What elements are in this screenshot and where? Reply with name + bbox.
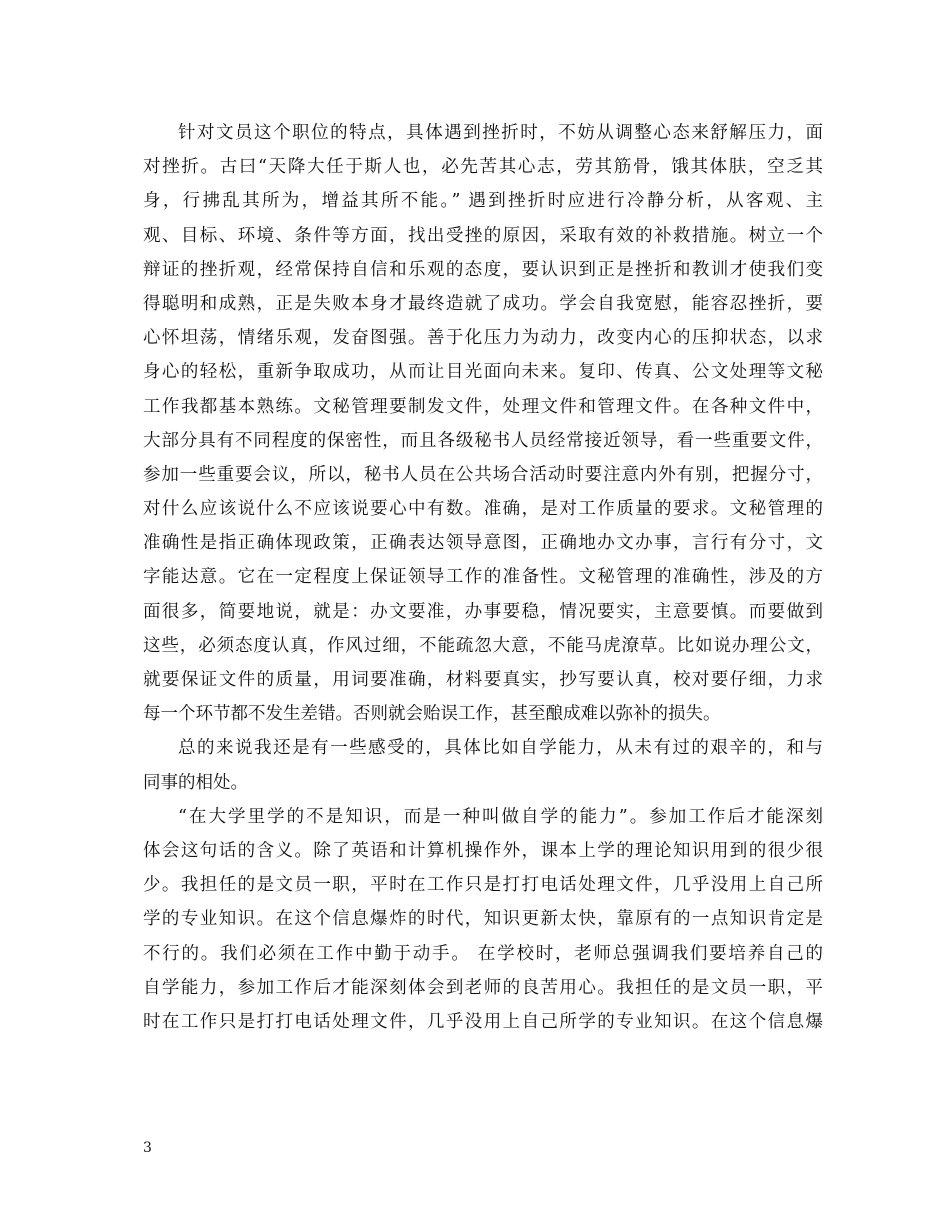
text-line: 少。我担任的是文员一职，平时在工作只是打打电话处理文件，几乎没用上自己所 — [143, 875, 823, 896]
text-line: 对什么应该说什么不应该说要心中有数。准确，是对工作质量的要求。文秘管理的 — [143, 499, 823, 520]
text-line: 总的来说我还是有一些感受的，具体比如自学能力，从未有过的艰辛的，和与 — [178, 738, 823, 759]
text-line: 准确性是指正确体现政策，正确表达领导意图，正确地办文办事，言行有分寸，文 — [143, 533, 823, 554]
text-line: 学的专业知识。在这个信息爆炸的时代，知识更新太快，靠原有的一点知识肯定是 — [143, 909, 823, 930]
text-line: 同事的相处。 — [143, 772, 248, 793]
text-line: 身心的轻松，重新争取成功，从而让目光面向未来。复印、传真、公文处理等文秘 — [143, 362, 823, 383]
text-line: 字能达意。它在一定程度上保证领导工作的准备性。文秘管理的准确性，涉及的方 — [143, 567, 823, 588]
text-line: 身，行拂乱其所为，增益其所不能。” 遇到挫折时应进行冷静分析，从客观、主 — [143, 191, 823, 212]
text-line: 每一个环节都不发生差错。否则就会贻误工作，甚至酿成难以弥补的损失。 — [143, 704, 721, 725]
text-line: 参加一些重要会议，所以，秘书人员在公共场合活动时要注意内外有别，把握分寸， — [143, 464, 823, 485]
text-line: 对挫折。古曰“天降大任于斯人也，必先苦其心志，劳其筋骨，饿其体肤，空乏其 — [143, 157, 823, 178]
text-line: 不行的。我们必须在工作中勤于动手。 在学校时，老师总强调我们要培养自己的 — [143, 943, 823, 964]
text-line: 得聪明和成熟，正是失败本身才最终造就了成功。学会自我宽慰，能容忍挫折，要 — [143, 293, 823, 314]
text-line: 自学能力，参加工作后才能深刻体会到老师的良苦用心。我担任的是文员一职，平 — [143, 977, 823, 998]
document-body — [143, 116, 823, 1039]
text-line: 这些，必须态度认真，作风过细，不能疏忽大意，不能马虎潦草。比如说办理公文， — [143, 635, 823, 656]
text-line: 心怀坦荡，情绪乐观，发奋图强。善于化压力为动力，改变内心的压抑状态，以求 — [143, 328, 823, 349]
text-line: 观、目标、环境、条件等方面，找出受挫的原因，采取有效的补救措施。树立一个 — [143, 225, 823, 246]
text-line: “在大学里学的不是知识，而是一种叫做自学的能力”。参加工作后才能深刻 — [178, 806, 823, 827]
text-line: 就要保证文件的质量，用词要准确，材料要真实，抄写要认真，校对要仔细，力求 — [143, 670, 823, 690]
text-line: 大部分具有不同程度的保密性，而且各级秘书人员经常接近领导，看一些重要文件， — [143, 430, 823, 451]
text-line: 体会这句话的含义。除了英语和计算机操作外，课本上学的理论知识用到的很少很 — [143, 840, 823, 861]
text-line: 工作我都基本熟练。文秘管理要制发文件，处理文件和管理文件。在各种文件中， — [143, 396, 823, 417]
text-line: 面很多，简要地说，就是：办文要准，办事要稳，情况要实，主意要慎。而要做到 — [143, 601, 823, 622]
text-line: 时在工作只是打打电话处理文件，几乎没用上自己所学的专业知识。在这个信息爆 — [143, 1011, 823, 1032]
page-number: 3 — [143, 1140, 152, 1156]
text-line: 针对文员这个职位的特点，具体遇到挫折时，不妨从调整心态来舒解压力，面 — [178, 123, 823, 143]
text-line: 辩证的挫折观，经常保持自信和乐观的态度，要认识到正是挫折和教训才使我们变 — [143, 259, 823, 280]
